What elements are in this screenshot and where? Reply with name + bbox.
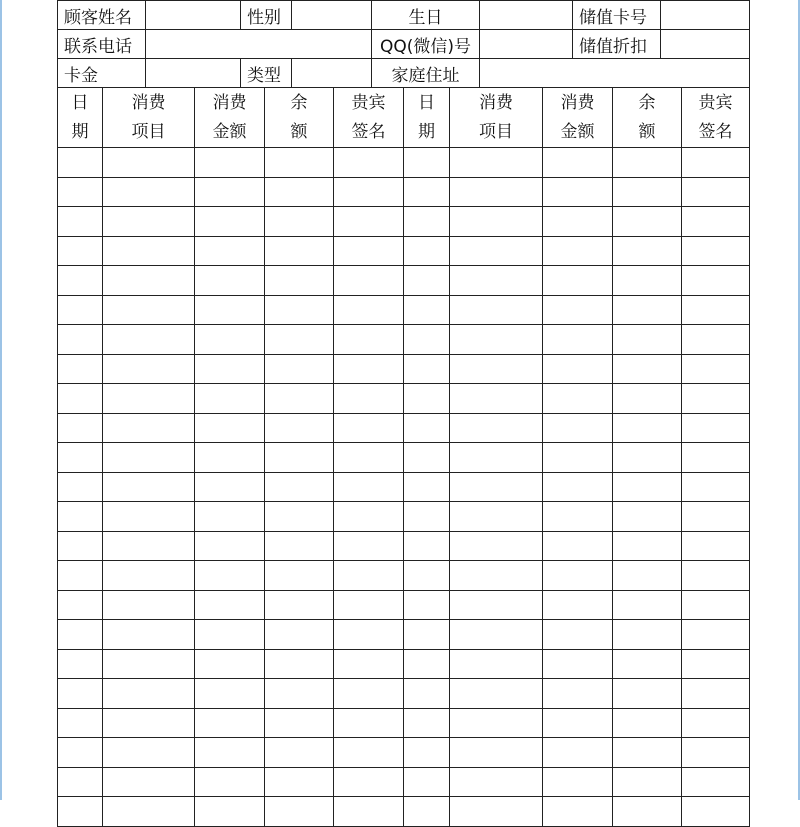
ledger-cell[interactable] <box>58 797 103 827</box>
ledger-cell[interactable] <box>613 354 682 384</box>
ledger-row <box>58 738 750 768</box>
ledger-row <box>58 590 750 620</box>
ledger-cell[interactable] <box>450 472 543 502</box>
stored-value-discount-field[interactable] <box>661 30 750 59</box>
ledger-cell[interactable] <box>265 295 334 325</box>
ledger-cell[interactable] <box>58 295 103 325</box>
ledger-cell[interactable] <box>682 561 750 591</box>
page-left-border <box>0 0 2 800</box>
ledger-cell[interactable] <box>404 561 450 591</box>
phone-label: 联系电话 <box>58 30 146 59</box>
ledger-cell[interactable] <box>613 561 682 591</box>
ledger-cell[interactable] <box>334 797 404 827</box>
ledger-cell[interactable] <box>450 177 543 207</box>
ledger-cell[interactable] <box>103 561 195 591</box>
ledger-cell[interactable] <box>450 236 543 266</box>
ledger-cell[interactable] <box>613 679 682 709</box>
ledger-cell[interactable] <box>195 738 265 768</box>
ledger-row <box>58 148 750 178</box>
ledger-cell[interactable] <box>195 354 265 384</box>
stored-value-card-number-field[interactable] <box>661 1 750 30</box>
ledger-cell[interactable] <box>682 708 750 738</box>
ledger-body <box>58 148 750 827</box>
ledger-row <box>58 797 750 827</box>
qq-wechat-label: QQ(微信)号 <box>372 30 480 59</box>
ledger-cell[interactable] <box>613 413 682 443</box>
ledger-cell[interactable] <box>450 531 543 561</box>
ledger-cell[interactable] <box>450 325 543 355</box>
ledger-cell[interactable] <box>450 148 543 178</box>
ledger-cell[interactable] <box>195 502 265 532</box>
ledger-cell[interactable] <box>682 649 750 679</box>
ledger-cell[interactable] <box>613 295 682 325</box>
ledger-cell[interactable] <box>404 443 450 473</box>
header-balance-2: 余 额 <box>613 88 682 148</box>
customer-info-row-3 <box>57 58 750 88</box>
ledger-cell[interactable] <box>103 384 195 414</box>
ledger-cell[interactable] <box>195 325 265 355</box>
ledger-cell[interactable] <box>334 590 404 620</box>
ledger-cell[interactable] <box>195 207 265 237</box>
ledger-cell[interactable] <box>103 354 195 384</box>
ledger-cell[interactable] <box>682 177 750 207</box>
ledger-cell[interactable] <box>195 531 265 561</box>
header-vip-signature-2: 贵宾 签名 <box>682 88 750 148</box>
ledger-cell[interactable] <box>103 177 195 207</box>
header-vip-signature: 贵宾 签名 <box>334 88 404 148</box>
ledger-cell[interactable] <box>404 590 450 620</box>
ledger-cell[interactable] <box>404 767 450 797</box>
ledger-cell[interactable] <box>404 679 450 709</box>
ledger-cell[interactable] <box>450 649 543 679</box>
ledger-cell[interactable] <box>195 590 265 620</box>
ledger-cell[interactable] <box>334 413 404 443</box>
ledger-cell[interactable] <box>265 148 334 178</box>
ledger-cell[interactable] <box>404 295 450 325</box>
ledger-cell[interactable] <box>103 413 195 443</box>
ledger-cell[interactable] <box>613 207 682 237</box>
type-label: 类型 <box>241 59 292 88</box>
ledger-cell[interactable] <box>543 708 613 738</box>
ledger-cell[interactable] <box>58 649 103 679</box>
ledger-cell[interactable] <box>103 148 195 178</box>
ledger-cell[interactable] <box>334 354 404 384</box>
ledger-cell[interactable] <box>682 797 750 827</box>
card-balance-field[interactable] <box>146 59 241 88</box>
ledger-cell[interactable] <box>334 649 404 679</box>
ledger-cell[interactable] <box>195 620 265 650</box>
header-consumption-item-2: 消费 项目 <box>450 88 543 148</box>
ledger-cell[interactable] <box>334 738 404 768</box>
consumption-ledger <box>57 87 750 827</box>
ledger-cell[interactable] <box>404 502 450 532</box>
ledger-cell[interactable] <box>334 620 404 650</box>
ledger-row <box>58 384 750 414</box>
ledger-cell[interactable] <box>543 295 613 325</box>
ledger-cell[interactable] <box>103 207 195 237</box>
ledger-cell[interactable] <box>103 443 195 473</box>
ledger-cell[interactable] <box>195 472 265 502</box>
ledger-cell[interactable] <box>195 443 265 473</box>
ledger-cell[interactable] <box>334 384 404 414</box>
home-address-label: 家庭住址 <box>372 59 480 88</box>
ledger-cell[interactable] <box>682 531 750 561</box>
ledger-row <box>58 413 750 443</box>
ledger-cell[interactable] <box>103 266 195 296</box>
type-field[interactable] <box>292 59 372 88</box>
ledger-cell[interactable] <box>265 413 334 443</box>
ledger-cell[interactable] <box>450 443 543 473</box>
membership-record-card <box>57 0 749 800</box>
ledger-cell[interactable] <box>404 148 450 178</box>
ledger-cell[interactable] <box>613 443 682 473</box>
ledger-cell[interactable] <box>103 236 195 266</box>
ledger-cell[interactable] <box>265 649 334 679</box>
ledger-cell[interactable] <box>58 738 103 768</box>
ledger-cell[interactable] <box>404 207 450 237</box>
ledger-cell[interactable] <box>265 620 334 650</box>
ledger-cell[interactable] <box>58 679 103 709</box>
ledger-cell[interactable] <box>334 767 404 797</box>
card-balance-label: 卡金 <box>58 59 146 88</box>
ledger-cell[interactable] <box>613 236 682 266</box>
ledger-cell[interactable] <box>613 384 682 414</box>
home-address-field[interactable] <box>480 59 750 88</box>
ledger-cell[interactable] <box>265 325 334 355</box>
ledger-cell[interactable] <box>682 443 750 473</box>
ledger-cell[interactable] <box>195 266 265 296</box>
ledger-cell[interactable] <box>103 620 195 650</box>
ledger-cell[interactable] <box>682 472 750 502</box>
ledger-cell[interactable] <box>265 590 334 620</box>
ledger-cell[interactable] <box>450 738 543 768</box>
phone-field[interactable] <box>146 30 372 59</box>
ledger-cell[interactable] <box>334 502 404 532</box>
ledger-cell[interactable] <box>58 354 103 384</box>
ledger-row <box>58 679 750 709</box>
ledger-cell[interactable] <box>195 384 265 414</box>
ledger-cell[interactable] <box>543 531 613 561</box>
qq-wechat-field[interactable] <box>480 30 573 59</box>
ledger-cell[interactable] <box>682 620 750 650</box>
ledger-cell[interactable] <box>682 295 750 325</box>
ledger-cell[interactable] <box>334 325 404 355</box>
ledger-cell[interactable] <box>404 620 450 650</box>
ledger-cell[interactable] <box>543 502 613 532</box>
ledger-row <box>58 502 750 532</box>
ledger-cell[interactable] <box>404 472 450 502</box>
ledger-cell[interactable] <box>682 266 750 296</box>
ledger-cell[interactable] <box>195 413 265 443</box>
ledger-cell[interactable] <box>682 502 750 532</box>
ledger-cell[interactable] <box>334 708 404 738</box>
ledger-cell[interactable] <box>334 472 404 502</box>
ledger-cell[interactable] <box>682 413 750 443</box>
ledger-cell[interactable] <box>543 236 613 266</box>
ledger-row <box>58 325 750 355</box>
ledger-cell[interactable] <box>58 177 103 207</box>
ledger-cell[interactable] <box>103 325 195 355</box>
ledger-cell[interactable] <box>613 502 682 532</box>
birthday-label: 生日 <box>372 1 480 30</box>
ledger-cell[interactable] <box>58 767 103 797</box>
ledger-cell[interactable] <box>450 266 543 296</box>
ledger-cell[interactable] <box>682 590 750 620</box>
ledger-cell[interactable] <box>543 413 613 443</box>
ledger-cell[interactable] <box>404 708 450 738</box>
ledger-cell[interactable] <box>195 148 265 178</box>
ledger-cell[interactable] <box>334 295 404 325</box>
ledger-cell[interactable] <box>265 708 334 738</box>
header-balance: 余 额 <box>265 88 334 148</box>
ledger-cell[interactable] <box>265 531 334 561</box>
ledger-cell[interactable] <box>195 295 265 325</box>
ledger-cell[interactable] <box>334 148 404 178</box>
ledger-cell[interactable] <box>58 266 103 296</box>
ledger-cell[interactable] <box>265 443 334 473</box>
ledger-cell[interactable] <box>543 148 613 178</box>
ledger-cell[interactable] <box>265 384 334 414</box>
ledger-cell[interactable] <box>682 325 750 355</box>
ledger-cell[interactable] <box>334 561 404 591</box>
ledger-cell[interactable] <box>613 472 682 502</box>
ledger-cell[interactable] <box>265 177 334 207</box>
ledger-row <box>58 472 750 502</box>
ledger-row <box>58 767 750 797</box>
ledger-cell[interactable] <box>450 620 543 650</box>
ledger-cell[interactable] <box>682 384 750 414</box>
ledger-row <box>58 531 750 561</box>
header-consumption-item: 消费 项目 <box>103 88 195 148</box>
ledger-cell[interactable] <box>58 325 103 355</box>
ledger-cell[interactable] <box>613 708 682 738</box>
ledger-cell[interactable] <box>58 236 103 266</box>
ledger-cell[interactable] <box>543 325 613 355</box>
ledger-row <box>58 207 750 237</box>
ledger-row <box>58 708 750 738</box>
ledger-cell[interactable] <box>58 561 103 591</box>
ledger-cell[interactable] <box>613 620 682 650</box>
ledger-cell[interactable] <box>195 708 265 738</box>
ledger-cell[interactable] <box>103 502 195 532</box>
ledger-cell[interactable] <box>613 767 682 797</box>
ledger-cell[interactable] <box>58 443 103 473</box>
ledger-cell[interactable] <box>450 561 543 591</box>
ledger-cell[interactable] <box>103 531 195 561</box>
ledger-cell[interactable] <box>103 708 195 738</box>
ledger-cell[interactable] <box>334 266 404 296</box>
ledger-cell[interactable] <box>682 354 750 384</box>
gender-field[interactable] <box>292 1 372 30</box>
ledger-cell[interactable] <box>334 177 404 207</box>
ledger-cell[interactable] <box>404 236 450 266</box>
ledger-cell[interactable] <box>682 738 750 768</box>
ledger-cell[interactable] <box>195 236 265 266</box>
ledger-cell[interactable] <box>543 590 613 620</box>
ledger-cell[interactable] <box>334 207 404 237</box>
ledger-cell[interactable] <box>195 649 265 679</box>
ledger-cell[interactable] <box>334 236 404 266</box>
ledger-cell[interactable] <box>265 207 334 237</box>
customer-name-field[interactable] <box>146 1 241 30</box>
ledger-cell[interactable] <box>195 561 265 591</box>
ledger-cell[interactable] <box>195 767 265 797</box>
ledger-cell[interactable] <box>404 266 450 296</box>
ledger-cell[interactable] <box>613 531 682 561</box>
ledger-cell[interactable] <box>265 502 334 532</box>
ledger-cell[interactable] <box>404 797 450 827</box>
ledger-row <box>58 649 750 679</box>
ledger-cell[interactable] <box>613 148 682 178</box>
ledger-cell[interactable] <box>103 679 195 709</box>
ledger-cell[interactable] <box>265 354 334 384</box>
ledger-cell[interactable] <box>543 679 613 709</box>
ledger-cell[interactable] <box>543 738 613 768</box>
ledger-cell[interactable] <box>195 679 265 709</box>
ledger-header-row <box>58 88 750 148</box>
ledger-cell[interactable] <box>103 767 195 797</box>
ledger-cell[interactable] <box>265 767 334 797</box>
ledger-cell[interactable] <box>450 384 543 414</box>
header-date-2: 日 期 <box>404 88 450 148</box>
ledger-cell[interactable] <box>450 502 543 532</box>
ledger-cell[interactable] <box>58 413 103 443</box>
ledger-cell[interactable] <box>103 797 195 827</box>
ledger-row <box>58 266 750 296</box>
ledger-row <box>58 177 750 207</box>
ledger-cell[interactable] <box>404 325 450 355</box>
ledger-cell[interactable] <box>58 148 103 178</box>
ledger-cell[interactable] <box>682 207 750 237</box>
ledger-cell[interactable] <box>613 738 682 768</box>
ledger-cell[interactable] <box>543 384 613 414</box>
customer-info-row-2 <box>57 29 750 59</box>
ledger-cell[interactable] <box>682 236 750 266</box>
customer-name-label: 顾客姓名 <box>58 1 146 30</box>
ledger-cell[interactable] <box>543 797 613 827</box>
ledger-cell[interactable] <box>58 472 103 502</box>
header-date: 日 期 <box>58 88 103 148</box>
ledger-cell[interactable] <box>543 649 613 679</box>
ledger-cell[interactable] <box>103 295 195 325</box>
ledger-cell[interactable] <box>265 561 334 591</box>
ledger-cell[interactable] <box>195 797 265 827</box>
ledger-cell[interactable] <box>334 679 404 709</box>
ledger-cell[interactable] <box>404 649 450 679</box>
ledger-cell[interactable] <box>103 472 195 502</box>
ledger-cell[interactable] <box>334 531 404 561</box>
ledger-row <box>58 561 750 591</box>
ledger-cell[interactable] <box>450 797 543 827</box>
ledger-cell[interactable] <box>265 236 334 266</box>
ledger-cell[interactable] <box>450 679 543 709</box>
ledger-cell[interactable] <box>543 561 613 591</box>
ledger-cell[interactable] <box>58 620 103 650</box>
ledger-cell[interactable] <box>450 207 543 237</box>
ledger-cell[interactable] <box>450 295 543 325</box>
header-consumption-amount: 消费 金额 <box>195 88 265 148</box>
ledger-cell[interactable] <box>543 177 613 207</box>
ledger-row <box>58 443 750 473</box>
ledger-cell[interactable] <box>334 443 404 473</box>
ledger-cell[interactable] <box>613 325 682 355</box>
ledger-row <box>58 236 750 266</box>
ledger-cell[interactable] <box>265 797 334 827</box>
ledger-cell[interactable] <box>543 472 613 502</box>
ledger-cell[interactable] <box>613 649 682 679</box>
stored-value-discount-label: 储值折扣 <box>573 30 661 59</box>
ledger-cell[interactable] <box>103 590 195 620</box>
ledger-cell[interactable] <box>682 148 750 178</box>
ledger-cell[interactable] <box>404 413 450 443</box>
ledger-cell[interactable] <box>543 207 613 237</box>
ledger-cell[interactable] <box>682 767 750 797</box>
ledger-cell[interactable] <box>404 738 450 768</box>
ledger-row <box>58 354 750 384</box>
gender-label: 性别 <box>241 1 292 30</box>
ledger-cell[interactable] <box>543 266 613 296</box>
ledger-cell[interactable] <box>450 708 543 738</box>
ledger-cell[interactable] <box>265 266 334 296</box>
ledger-cell[interactable] <box>103 738 195 768</box>
ledger-cell[interactable] <box>265 738 334 768</box>
ledger-cell[interactable] <box>404 177 450 207</box>
ledger-cell[interactable] <box>265 679 334 709</box>
ledger-cell[interactable] <box>613 177 682 207</box>
ledger-cell[interactable] <box>543 767 613 797</box>
ledger-cell[interactable] <box>450 413 543 443</box>
ledger-cell[interactable] <box>103 649 195 679</box>
stored-value-card-number-label: 储值卡号 <box>573 1 661 30</box>
ledger-cell[interactable] <box>450 590 543 620</box>
ledger-cell[interactable] <box>58 502 103 532</box>
ledger-cell[interactable] <box>58 531 103 561</box>
ledger-cell[interactable] <box>404 531 450 561</box>
header-consumption-amount-2: 消费 金额 <box>543 88 613 148</box>
ledger-cell[interactable] <box>613 266 682 296</box>
ledger-cell[interactable] <box>450 354 543 384</box>
ledger-cell[interactable] <box>58 708 103 738</box>
ledger-cell[interactable] <box>543 443 613 473</box>
customer-info-row-1 <box>57 0 750 30</box>
ledger-cell[interactable] <box>682 679 750 709</box>
ledger-cell[interactable] <box>543 620 613 650</box>
ledger-cell[interactable] <box>195 177 265 207</box>
ledger-cell[interactable] <box>404 354 450 384</box>
ledger-cell[interactable] <box>58 207 103 237</box>
ledger-cell[interactable] <box>613 590 682 620</box>
ledger-row <box>58 295 750 325</box>
ledger-cell[interactable] <box>58 384 103 414</box>
ledger-cell[interactable] <box>543 354 613 384</box>
birthday-field[interactable] <box>480 1 573 30</box>
ledger-row <box>58 620 750 650</box>
ledger-cell[interactable] <box>404 384 450 414</box>
ledger-cell[interactable] <box>58 590 103 620</box>
ledger-cell[interactable] <box>613 797 682 827</box>
ledger-cell[interactable] <box>450 767 543 797</box>
ledger-cell[interactable] <box>265 472 334 502</box>
